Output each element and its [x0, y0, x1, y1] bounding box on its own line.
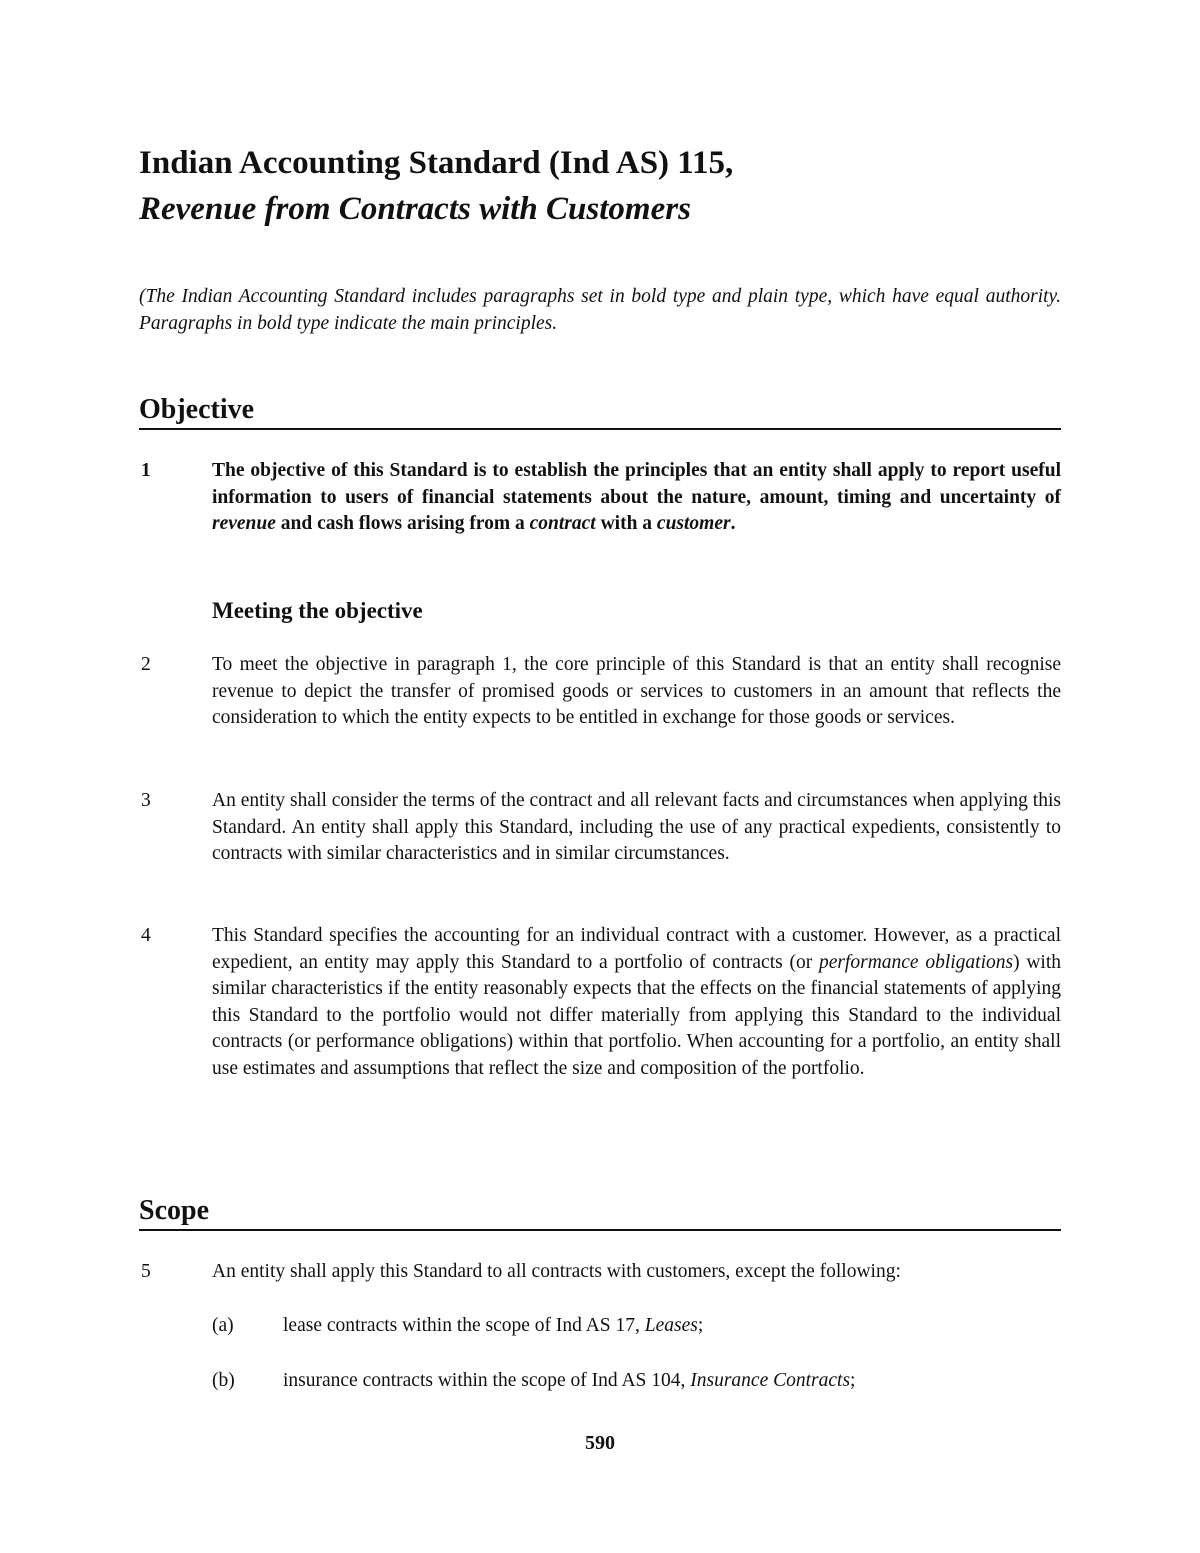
page-number: 590: [585, 1432, 615, 1454]
intro-note: (The Indian Accounting Standard includes paragraphs set in bold type and plain type, which have equal authority. Paragraphs in bold type indicate the main principles.: [139, 286, 1061, 334]
item-punctuation: ;: [697, 1315, 704, 1336]
paragraph-body: [212, 458, 1061, 538]
defined-term: contract: [529, 513, 596, 535]
document-title: Indian Accounting Standard (Ind AS) 115,: [139, 145, 734, 181]
defined-term: revenue: [212, 513, 276, 535]
paragraph-2: [139, 652, 1061, 732]
section-heading-scope: Scope: [139, 1195, 1061, 1231]
paragraph-4: [139, 923, 1061, 1083]
standard-reference: Leases: [644, 1315, 698, 1336]
paragraph-number: 1: [141, 460, 151, 481]
item-punctuation: ;: [850, 1370, 856, 1391]
paragraph-number: 3: [141, 790, 151, 811]
paragraph-text: .: [730, 513, 736, 535]
paragraph-text: The objective of this Standard is to establish the principles that an entity shall apply to report useful information to users of financial statements about the nature, amount, timing and uncertainty of: [212, 460, 1061, 508]
item-letter: (a): [212, 1315, 234, 1336]
standard-reference: Insurance Contracts: [690, 1370, 851, 1391]
paragraph-text: and cash flows arising from a: [275, 513, 530, 535]
item-body: lease contracts within the scope of Ind AS 17,: [283, 1315, 645, 1336]
document-title-block: [139, 140, 1059, 232]
paragraph-body: To meet the objective in paragraph 1, the core principle of this Standard is that an entity shall recognise revenue to depict the transfer of promised goods or services to customers in an amount that reflects the consideration to which the entity expects to be entitled in exchange for those goods or services.: [212, 654, 1061, 729]
paragraph-text: ) with similar characteristics if the entity reasonably expects that the effects on the financial statements of applying this Standard to the portfolio would not differ materially from applying this Standard to the individual contracts (or performance obligations) within that portfolio. When accounting for a portfolio, an entity shall use estimates and assumptions that reflect the size and composition of the portfolio.: [212, 951, 1061, 1079]
item-body: insurance contracts within the scope of Ind AS 104,: [283, 1370, 691, 1391]
paragraph-5: [139, 1259, 1061, 1286]
paragraph-body: [212, 923, 1061, 1083]
section-heading-objective: Objective: [139, 394, 1061, 430]
defined-term: performance obligations: [818, 951, 1014, 973]
scope-item-a: [212, 1313, 1061, 1339]
paragraph-number: 2: [141, 654, 151, 675]
paragraph-1: [139, 458, 1061, 538]
item-text: [283, 1368, 1061, 1394]
paragraph-number: 4: [141, 925, 151, 946]
subheading-meeting-objective: Meeting the objective: [212, 598, 423, 623]
scope-item-b: [212, 1368, 1061, 1394]
item-text: [283, 1313, 1061, 1339]
paragraph-text: This Standard specifies the accounting for an individual contract with a customer. However, as a practical expedient, an entity may apply this Standard to a portfolio of contracts (or: [212, 925, 1061, 973]
document-subtitle: Revenue from Contracts with Customers: [139, 191, 691, 227]
paragraph-number: 5: [141, 1261, 151, 1282]
defined-term: customer: [656, 513, 731, 535]
paragraph-body: An entity shall apply this Standard to all contracts with customers, except the following:: [212, 1261, 901, 1282]
paragraph-text: with a: [595, 513, 657, 535]
paragraph-body: An entity shall consider the terms of the contract and all relevant facts and circumstances when applying this Standard. An entity shall apply this Standard, including the use of any practical expedients, consistently to contracts with similar characteristics and in similar circumstances.: [212, 790, 1061, 865]
paragraph-3: [139, 788, 1061, 868]
item-letter: (b): [212, 1370, 235, 1391]
